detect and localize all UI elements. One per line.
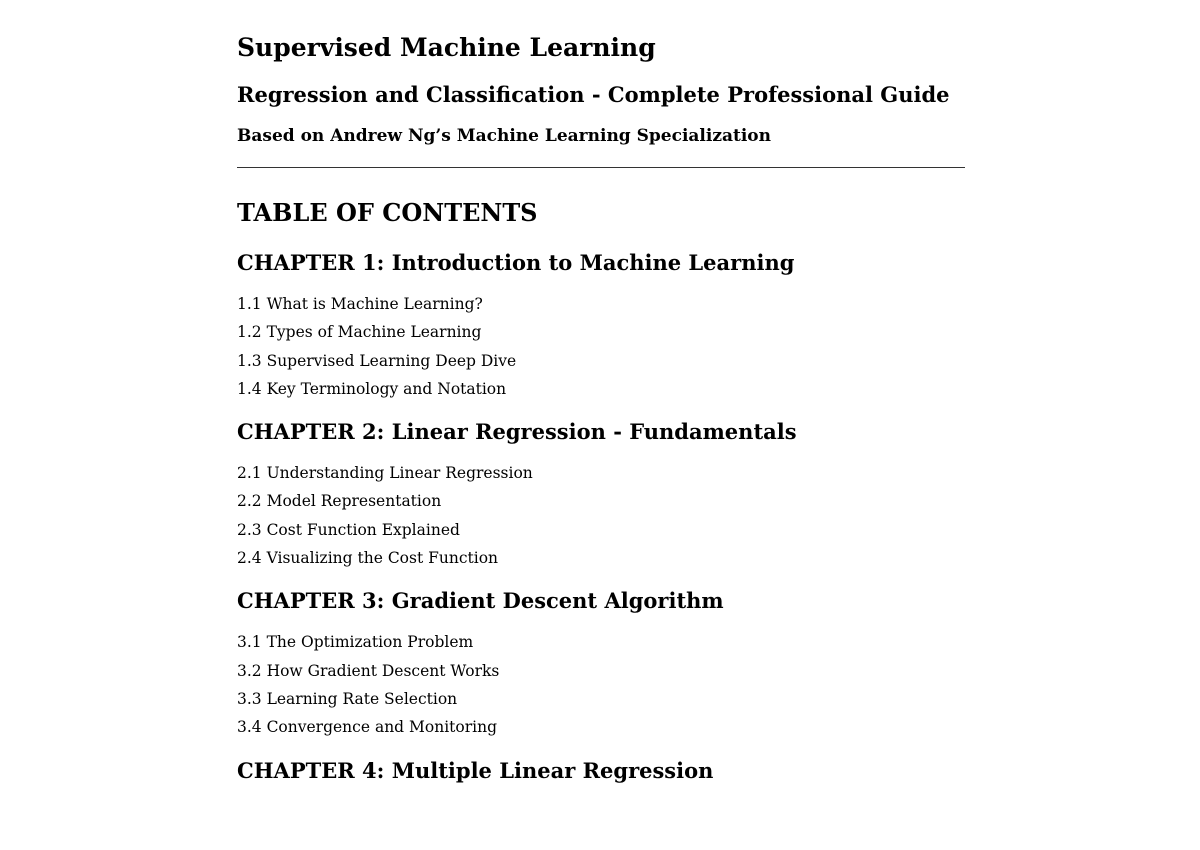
toc-section-item: 1.4 Key Terminology and Notation [237, 379, 507, 398]
toc-heading: TABLE OF CONTENTS [237, 198, 538, 227]
toc-section-item: 3.1 The Optimization Problem [237, 633, 474, 652]
toc-chapter-3 [237, 586, 965, 741]
document-subtitle: Regression and Classification - Complete Professional Guide [237, 82, 950, 107]
toc-section-item: 1.3 Supervised Learning Deep Dive [237, 351, 517, 370]
document-source-note: Based on Andrew Ng’s Machine Learning Specialization [237, 126, 772, 146]
section-list [237, 628, 965, 741]
toc-section-item: 3.2 How Gradient Descent Works [237, 661, 500, 680]
toc-section-item: 3.3 Learning Rate Selection [237, 689, 458, 708]
toc-section-item: 2.2 Model Representation [237, 492, 442, 511]
toc-section-item: 3.4 Convergence and Monitoring [237, 718, 497, 737]
document-content [237, 30, 965, 786]
toc-chapter-1 [237, 248, 965, 403]
toc-section-item: 1.2 Types of Machine Learning [237, 323, 482, 342]
toc-section-item: 2.4 Visualizing the Cost Function [237, 549, 499, 568]
toc-chapter-4 [237, 756, 965, 786]
chapter-title: CHAPTER 3: Gradient Descent Algorithm [237, 588, 724, 614]
toc-section-item: 2.1 Understanding Linear Regression [237, 464, 533, 483]
chapter-title: CHAPTER 4: Multiple Linear Regression [237, 757, 714, 783]
header-divider [237, 167, 965, 168]
document-title: Supervised Machine Learning [237, 33, 656, 62]
toc-section-item: 2.3 Cost Function Explained [237, 520, 460, 539]
toc-chapter-2 [237, 417, 965, 572]
section-list [237, 290, 965, 403]
chapter-title: CHAPTER 2: Linear Regression - Fundamentals [237, 419, 797, 445]
section-list [237, 459, 965, 572]
toc-section-item: 1.1 What is Machine Learning? [237, 295, 483, 313]
chapter-title: CHAPTER 1: Introduction to Machine Learning [237, 250, 795, 275]
